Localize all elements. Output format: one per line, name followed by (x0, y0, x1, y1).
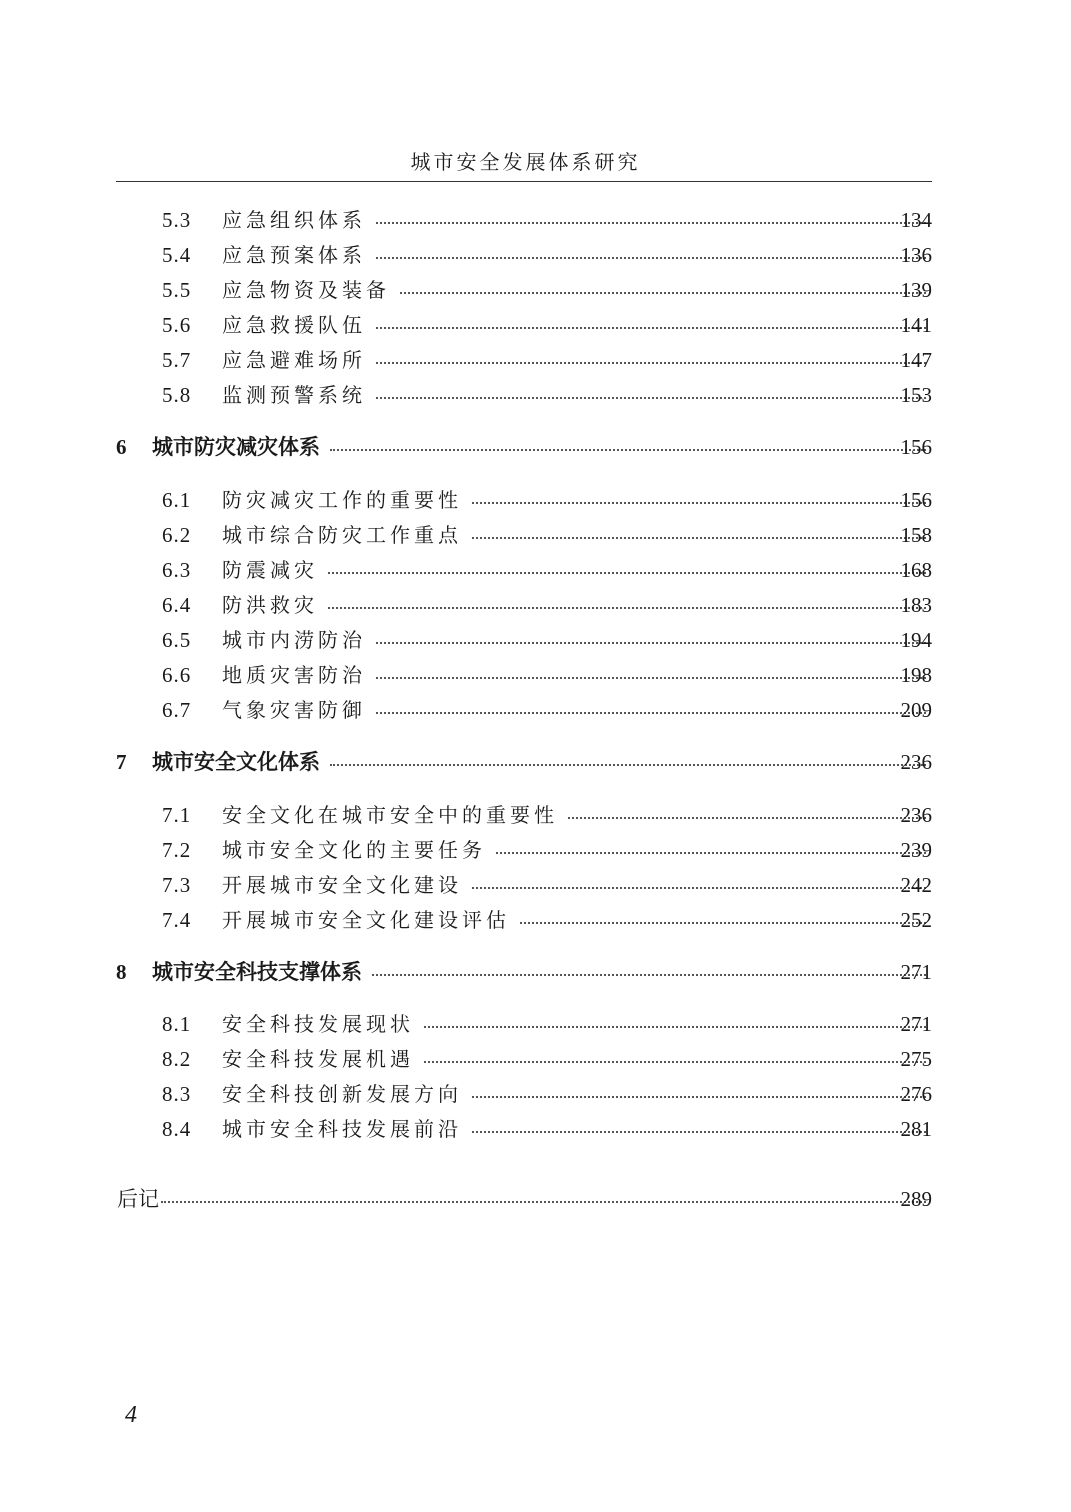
toc-entry[interactable] (0, 870, 1071, 900)
dot-leader (424, 1061, 926, 1063)
section-title: 安全科技发展机遇 (222, 1047, 414, 1071)
section-number: 5.7 (162, 348, 192, 372)
toc-entry[interactable] (0, 555, 1071, 585)
toc-entry[interactable] (0, 310, 1071, 340)
dot-leader (472, 537, 926, 539)
page-number: 239 (900, 838, 932, 862)
dot-leader (328, 572, 926, 574)
page-number: 158 (900, 523, 932, 547)
dot-leader (161, 1201, 926, 1203)
toc-entry[interactable] (0, 1009, 1071, 1039)
toc-chapter-6[interactable] (0, 432, 1071, 462)
dot-leader (376, 327, 926, 329)
dot-leader (376, 712, 926, 714)
dot-leader (496, 852, 926, 854)
toc-entry[interactable] (0, 275, 1071, 305)
toc-entry[interactable] (0, 485, 1071, 515)
dot-leader (372, 974, 926, 976)
section-title: 防震减灾 (222, 558, 318, 582)
page-number: 134 (900, 208, 932, 232)
toc-entry[interactable] (0, 660, 1071, 690)
section-title: 应急避难场所 (222, 348, 366, 372)
toc-entry[interactable] (0, 625, 1071, 655)
toc-entry[interactable] (0, 520, 1071, 550)
chapter-title: 城市安全科技支撑体系 (152, 959, 362, 984)
section-title: 监测预警系统 (222, 383, 366, 407)
section-title: 地质灾害防治 (222, 663, 366, 687)
section-number: 6.6 (162, 663, 192, 687)
page-number: 156 (900, 435, 932, 459)
page-number: 147 (900, 348, 932, 372)
section-number: 7.1 (162, 803, 192, 827)
section-title: 开展城市安全文化建设评估 (222, 908, 510, 932)
toc-entry[interactable] (0, 1079, 1071, 1109)
afterword-title: 后记 (117, 1187, 159, 1211)
section-title: 城市内涝防治 (222, 628, 366, 652)
dot-leader (376, 677, 926, 679)
page-number: 183 (900, 593, 932, 617)
page-number: 242 (900, 873, 932, 897)
section-number: 5.8 (162, 383, 192, 407)
section-number: 6.3 (162, 558, 192, 582)
section-title: 开展城市安全文化建设 (222, 873, 462, 897)
section-title: 城市安全科技发展前沿 (222, 1117, 462, 1141)
toc-entry[interactable] (0, 905, 1071, 935)
dot-leader (568, 817, 926, 819)
section-title: 防灾减灾工作的重要性 (222, 488, 462, 512)
dot-leader (376, 222, 926, 224)
page-number: 156 (900, 488, 932, 512)
toc-entry[interactable] (0, 835, 1071, 865)
section-title: 安全文化在城市安全中的重要性 (222, 803, 558, 827)
page-number: 194 (900, 628, 932, 652)
page-number: 275 (900, 1047, 932, 1071)
toc-entry[interactable] (0, 240, 1071, 270)
section-number: 8.1 (162, 1012, 192, 1036)
chapter-title: 城市安全文化体系 (152, 749, 320, 774)
dot-leader (424, 1026, 926, 1028)
page-number: 153 (900, 383, 932, 407)
page-number: 236 (900, 750, 932, 774)
section-number: 8.2 (162, 1047, 192, 1071)
section-number: 7.3 (162, 873, 192, 897)
dot-leader (376, 362, 926, 364)
page-number: 141 (900, 313, 932, 337)
toc-afterword[interactable] (0, 1184, 1071, 1214)
page-number: 236 (900, 803, 932, 827)
dot-leader (330, 764, 926, 766)
toc-entry[interactable] (0, 695, 1071, 725)
section-number: 8.4 (162, 1117, 192, 1141)
toc-entry[interactable] (0, 1044, 1071, 1074)
toc-entry[interactable] (0, 380, 1071, 410)
page-number: 209 (900, 698, 932, 722)
toc-entry[interactable] (0, 800, 1071, 830)
page-number: 271 (900, 1012, 932, 1036)
folio-page-number: 4 (125, 1402, 137, 1428)
section-number: 6.2 (162, 523, 192, 547)
page-number: 271 (900, 960, 932, 984)
running-header: 城市安全发展体系研究 (410, 150, 641, 174)
section-number: 6.5 (162, 628, 192, 652)
section-title: 气象灾害防御 (222, 698, 366, 722)
dot-leader (328, 607, 926, 609)
page-number: 276 (900, 1082, 932, 1106)
toc-entry[interactable] (0, 205, 1071, 235)
chapter-number: 6 (116, 435, 128, 459)
dot-leader (376, 257, 926, 259)
page-number: 281 (900, 1117, 932, 1141)
section-number: 8.3 (162, 1082, 192, 1106)
section-title: 城市综合防灾工作重点 (222, 523, 462, 547)
section-number: 7.4 (162, 908, 192, 932)
toc-chapter-7[interactable] (0, 747, 1071, 777)
section-number: 5.4 (162, 243, 192, 267)
section-title: 应急预案体系 (222, 243, 366, 267)
section-number: 6.7 (162, 698, 192, 722)
toc-entry[interactable] (0, 590, 1071, 620)
toc-chapter-8[interactable] (0, 957, 1071, 987)
dot-leader (520, 922, 926, 924)
page-number: 198 (900, 663, 932, 687)
section-title: 防洪救灾 (222, 593, 318, 617)
section-title: 应急救援队伍 (222, 313, 366, 337)
dot-leader (472, 1096, 926, 1098)
section-title: 城市安全文化的主要任务 (222, 838, 486, 862)
section-number: 7.2 (162, 838, 192, 862)
page-number: 289 (900, 1187, 932, 1211)
dot-leader (376, 397, 926, 399)
dot-leader (376, 642, 926, 644)
dot-leader (400, 292, 926, 294)
section-number: 5.5 (162, 278, 192, 302)
section-title: 安全科技发展现状 (222, 1012, 414, 1036)
toc-entry[interactable] (0, 345, 1071, 375)
dot-leader (472, 887, 926, 889)
dot-leader (472, 1131, 926, 1133)
section-number: 5.3 (162, 208, 192, 232)
chapter-title: 城市防灾减灾体系 (152, 434, 320, 459)
page-number: 139 (900, 278, 932, 302)
page-number: 252 (900, 908, 932, 932)
dot-leader (472, 502, 926, 504)
section-number: 5.6 (162, 313, 192, 337)
chapter-number: 7 (116, 750, 128, 774)
page-number: 168 (900, 558, 932, 582)
section-number: 6.1 (162, 488, 192, 512)
page-number: 136 (900, 243, 932, 267)
chapter-number: 8 (116, 960, 128, 984)
section-title: 应急物资及装备 (222, 278, 390, 302)
dot-leader (330, 449, 926, 451)
toc-entry[interactable] (0, 1114, 1071, 1144)
section-number: 6.4 (162, 593, 192, 617)
section-title: 应急组织体系 (222, 208, 366, 232)
section-title: 安全科技创新发展方向 (222, 1082, 462, 1106)
